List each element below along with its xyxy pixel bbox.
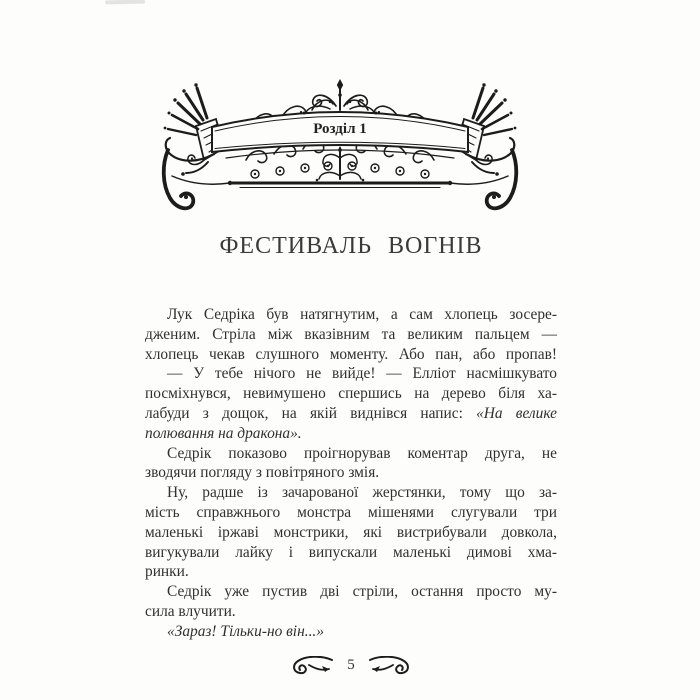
text-line: — У тебе нічого не вийде! — Елліот насмішкувато (167, 365, 557, 383)
chapter-title: ФЕСТИВАЛЬ ВОГНІВ (219, 233, 483, 259)
text-line: «Зараз! Тільки-но він...» (167, 622, 324, 640)
text-line: мість справжнього монстра мішенями слугували три (145, 503, 557, 521)
text-line: Лук Седріка був натягнутим, а сам хлопець зосере- (167, 306, 557, 323)
text-line: вигукували лайку і випускали маленькі димові хма- (145, 543, 557, 561)
text-segment-italic: «На велике (476, 404, 557, 422)
text-line: хлопець чекав слушного моменту. Або пан, або пропав! (145, 345, 557, 363)
footer-flourish-right-icon (367, 656, 413, 676)
text-line: Седрік уже пустив дві стріли, остання просто му- (167, 583, 557, 601)
text-segment: лабуди з дощок, на якій виднівся напис: (145, 404, 477, 422)
chapter-ornament (160, 76, 520, 228)
text-line: дженим. Стріла між вказівним та великим пальцем — (145, 325, 557, 343)
text-line: посміхнувся, невимушено спершись на дерево біля ха- (145, 385, 557, 403)
text-line: ринки. (145, 563, 189, 581)
scan-smudge (105, 0, 145, 4)
text-line: полювання на дракона». (145, 424, 302, 442)
page-footer (145, 652, 557, 680)
body-text (145, 305, 557, 642)
chapter-banner-label: Розділ 1 (313, 121, 367, 137)
text-line (145, 404, 557, 424)
text-line: зводячи погляду з повітряного змія. (145, 464, 380, 482)
footer-flourish-left-icon (289, 656, 335, 676)
text-line: Ну, радше із зачарованої жерстянки, тому що за- (167, 484, 557, 502)
text-line: маленькі іржаві монстрики, які вистрибували довкола, (145, 523, 557, 541)
text-line: сила влучити. (145, 602, 236, 620)
page-number: 5 (347, 656, 355, 673)
text-line: Седрік показово проігнорував коментар друга, не (167, 444, 557, 462)
